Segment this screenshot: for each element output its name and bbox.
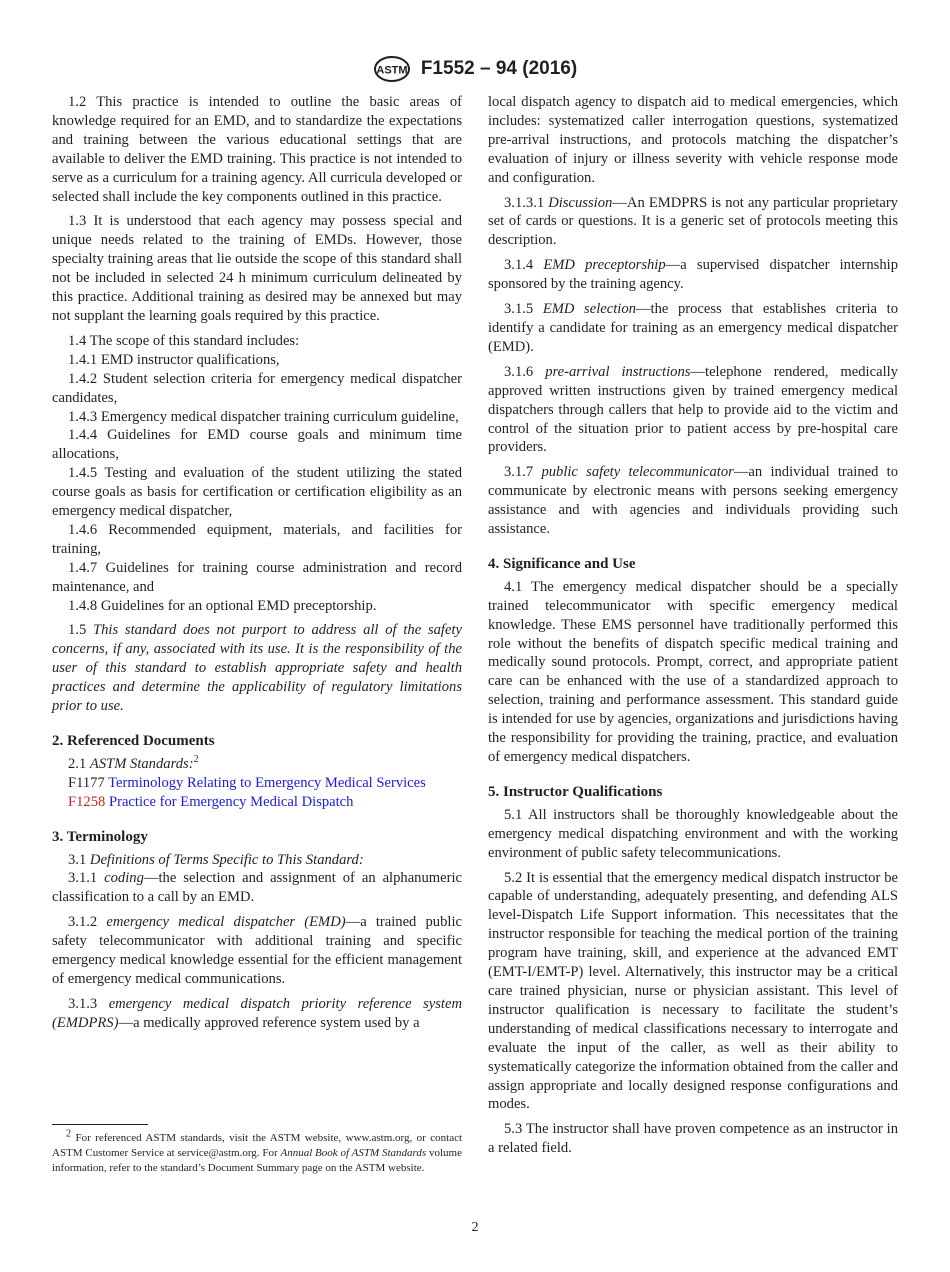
section-heading-referenced-documents: 2. Referenced Documents bbox=[52, 733, 215, 749]
paragraph-5-1: 5.1 All instructors shall be thoroughly knowledgeable about the emergency medical dispatching environment and with the working environment of public safety telecommunications. bbox=[488, 806, 898, 861]
scope-item: 1.4.5 Testing and evaluation of the student utilizing the stated course goals as basis for certification or certification eligibility as an emergency medical dispatcher, bbox=[52, 465, 463, 520]
definition-emd-selection: 3.1.5 EMD selection—the process that establishes criteria to identify a candidate for training as an emergency medical dispatcher (EMD). bbox=[488, 301, 898, 355]
reference-item bbox=[68, 793, 462, 812]
paragraph-2-1: 2.1 ASTM Standards:$^2$ bbox=[68, 754, 199, 772]
reference-list bbox=[52, 774, 462, 812]
definition-emdprs-continued: local dispatch agency to dispatch aid to medical emergencies, which includes: systematized caller interrogation questions, systematized pre-arrival instructions, and protocols matching the dispatcher’s evaluation of injury or illness severity with vehicle response mode and configuration. bbox=[488, 94, 898, 186]
scope-item: 1.4.7 Guidelines for training course administration and record maintenance, and bbox=[52, 559, 462, 595]
section-heading-instructor-qualifications: 5. Instructor Qualifications bbox=[488, 783, 663, 800]
reference-item: F1177 Terminology Relating to Emergency Medical Services bbox=[68, 774, 426, 791]
footnote-divider bbox=[52, 1124, 148, 1125]
paragraph-5-2: 5.2 It is essential that the emergency medical dispatch instructor be capable of understanding, adequately presenting, and defending ALS level-Dispatch Life Support information. This necessitates that the instructor responsible for teaching the medical portion of the training program have training, skill, and experience at the advanced EMT (EMT-I/EMT-P) level. Alternatively, this instructor may be a critical care trained physician, nurse or physician assistant. This level of instructor qualification is necessary to facilitate the student’s understanding of medical classifications necessary to interrogate and evaluate the input of the caller, as well as their ability to systematically categorize the information obtained from the caller and assign appropriate and locally designed response configurations and modes. bbox=[488, 869, 898, 1113]
section-heading-significance: 4. Significance and Use bbox=[488, 555, 636, 572]
left-column bbox=[52, 93, 462, 1033]
scope-item: 1.4.2 Student selection criteria for emergency medical dispatcher candidates, bbox=[52, 370, 462, 406]
section-heading-terminology: 3. Terminology bbox=[52, 828, 148, 845]
scope-item: 1.4.1 EMD instructor qualifications, bbox=[68, 351, 280, 368]
reference-link-f1258[interactable]: Practice for Emergency Medical Dispatch bbox=[108, 793, 354, 810]
paragraph-4-1: 4.1 The emergency medical dispatcher should be a specially trained telecommunicator with specific emergency medical knowledge. These EMS personnel have traditionally performed this role without the benefits of dispatch specific medical training and medically sound protocols. Prompt, correct, and appropriate patient care can be enhanced with the use of a standardized approach to selection, training and performance assessment. This standard guide is intended for use by agencies, organizations and jurisdictions having the responsibility for providing the training, practice, and evaluation of emergency medical dispatchers. bbox=[488, 578, 898, 765]
paragraph-1-4: 1.4 The scope of this standard includes: bbox=[68, 332, 300, 349]
scope-item: 1.4.6 Recommended equipment, materials, and facilities for training, bbox=[52, 521, 462, 557]
paragraph-3-1: 3.1 Definitions of Terms Specific to This Standard: bbox=[68, 851, 364, 868]
definition-coding: 3.1.1 coding—the selection and assignment of an alphanumeric classification to a call by an EMD. bbox=[52, 870, 462, 906]
definition-emd: 3.1.2 emergency medical dispatcher (EMD)—a trained public safety telecommunicator with additional training and specific emergency medical knowledge essential for the efficient management of emergency medical communications. bbox=[52, 914, 462, 987]
astm-logo-icon bbox=[373, 56, 411, 82]
definition-emdprs: 3.1.3 emergency medical dispatch priority reference system (EMDPRS)—a medically approved reference system used by a bbox=[52, 995, 462, 1031]
page-number: 2 bbox=[471, 1220, 479, 1235]
paragraph-1-2: 1.2 This practice is intended to outline the basic areas of knowledge required for an EMD, and to standardize the expectations and training between the various educational settings that are available to deliver the EMD training. This practice is not intended to serve as a curriculum for a training agency. All curricula developed or selected shall include the key components outlined in this practice. bbox=[52, 94, 462, 205]
right-column bbox=[488, 93, 898, 1158]
scope-item: 1.4.8 Guidelines for an optional EMD preceptorship. bbox=[68, 597, 377, 614]
definition-public-safety-telecommunicator: 3.1.7 public safety telecommunicator—an individual trained to communicate by electronic means with persons seeking emergency assistance and with agencies and individuals providing such assistance. bbox=[488, 464, 898, 538]
paragraph-1-5: 1.5 This standard does not purport to address all of the safety concerns, if any, associated with its use. It is the responsibility of the user of this standard to establish appropriate safety and health practices and determine the applicability of regulatory limitations prior to use. bbox=[52, 622, 462, 715]
svg-text:ASTM: ASTM bbox=[376, 64, 408, 77]
document-designation: F1552 – 94 (2016) bbox=[420, 58, 578, 79]
definition-emd-preceptorship: 3.1.4 EMD preceptorship—a supervised dispatcher internship sponsored by the training agency. bbox=[488, 257, 898, 293]
scope-item: 1.4.3 Emergency medical dispatcher training curriculum guideline, bbox=[68, 408, 459, 425]
discussion-emdprs: 3.1.3.1 Discussion—An EMDPRS is not any particular proprietary set of cards or questions. It is a generic set of protocols meeting this description. bbox=[488, 194, 898, 249]
paragraph-1-3: 1.3 It is understood that each agency may possess special and unique needs related to the training of EMDs. However, those specialty training areas that lie outside the scope of this standard shall not be included in selected 24 h minimum curriculum delineated by this practice. Additional training as desired may be annexed but may not supplant the learning goals required by this practice. bbox=[52, 213, 462, 324]
footnote: $^2$ For referenced ASTM standards, visit the ASTM website, www.astm.org, or contact ASTM Customer Service at service@astm.org. For Annual Book of ASTM Standards volume information, refer to the standard’s Document Summary page on the ASTM website. bbox=[52, 1128, 463, 1174]
definition-pre-arrival-instructions: 3.1.6 pre-arrival instructions—telephone rendered, medically approved written instructions given by trained emergency medical dispatchers through callers that help to provide aid to the victim and control of the situation prior to patient access by pre-hospital care providers. bbox=[488, 363, 898, 456]
page-header bbox=[0, 56, 950, 82]
scope-item: 1.4.4 Guidelines for EMD course goals and minimum time allocations, bbox=[52, 427, 462, 463]
footnote-ref[interactable]: 2 bbox=[193, 754, 199, 766]
reference-code-link-f1258[interactable]: F1258 bbox=[68, 793, 106, 810]
paragraph-5-3: 5.3 The instructor shall have proven competence as an instructor in a related field. bbox=[488, 1121, 898, 1157]
reference-link-f1177[interactable]: Terminology Relating to Emergency Medical Services bbox=[108, 774, 426, 791]
